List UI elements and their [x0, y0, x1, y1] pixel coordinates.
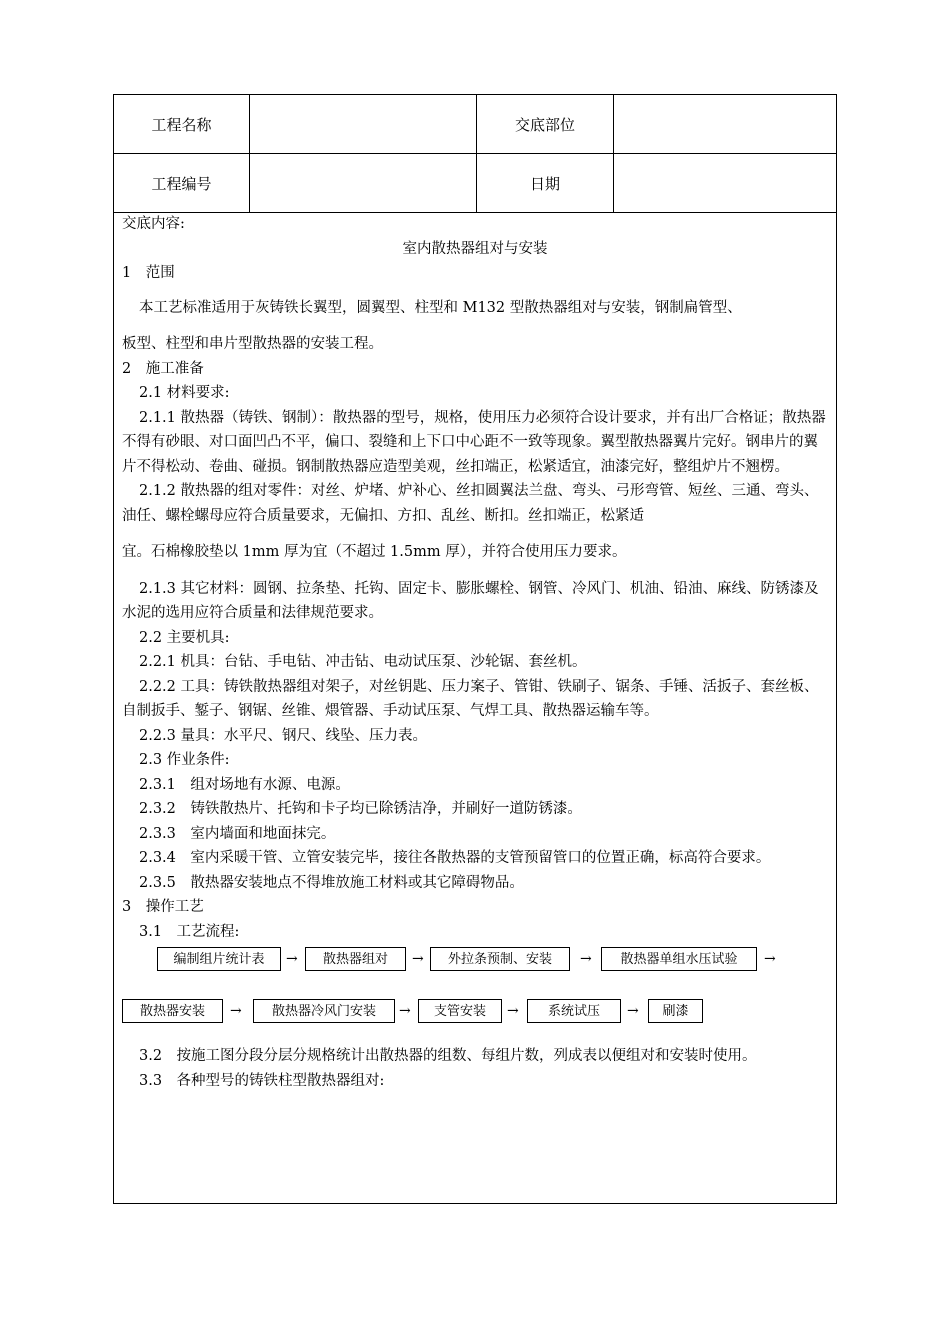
subsection-heading: 2.1 材料要求: [139, 385, 230, 401]
flow-step: 散热器安装 [122, 999, 223, 1023]
flow-arrow: → [286, 951, 298, 967]
handover-content [122, 212, 828, 1093]
paragraph: 2.3.4 室内采暖干管、立管安装完毕，接往各散热器的支管预留管口的位置正确，标高符合要求。 [139, 850, 771, 866]
paragraph: 2.1.1 散热器（铸铁、钢制）：散热器的型号，规格，使用压力必须符合设计要求，并有出厂合格证；散热器不得有砂眼、对口面凹凸不平，偏口、裂缝和上下口中心距不一致等现象。翼型散热器翼片完好。钢串片的翼片不得松动、卷曲、碰损。钢制散热器应造型美观，丝扣端正，松紧适宜，油漆完好，整组炉片不翘楞。 [122, 409, 826, 475]
paragraph: 3.2 按施工图分段分层分规格统计出散热器的组数、每组片数，列成表以便组对和安装时使用。 [139, 1048, 757, 1064]
paragraph: 板型、柱型和串片型散热器的安装工程。 [122, 336, 383, 352]
paragraph: 2.1.3 其它材料：圆钢、拉条垫、托钩、固定卡、膨胀螺栓、钢管、冷风门、机油、铅油、麻线、防锈漆及水泥的选用应符合质量和法律规范要求。 [122, 580, 819, 621]
flow-arrow: → [580, 951, 592, 967]
date-label: 日期 [477, 154, 614, 213]
subsection-heading: 2.3 作业条件: [139, 752, 230, 768]
paragraph: 2.1.2 散热器的组对零件：对丝、炉堵、炉补心、丝扣圆翼法兰盘、弯头、弓形弯管、短丝、三通、弯头、油任、螺栓螺母应符合质量要求，无偏扣、方扣、乱丝、断扣。丝扣端正，松紧适 [122, 483, 819, 524]
paragraph: 2.2.3 量具：水平尺、钢尺、线坠、压力表。 [139, 727, 428, 744]
paragraph: 3.3 各种型号的铸铁柱型散热器组对: [139, 1072, 385, 1089]
flow-step: 系统试压 [527, 999, 621, 1023]
paragraph: 宜。石棉橡胶垫以 1mm 厚为宜（不超过 1.5mm 厚），并符合使用压力要求。 [122, 544, 627, 560]
section-heading: 2 施工准备 [122, 360, 204, 377]
paragraph: 本工艺标准适用于灰铸铁长翼型，圆翼型、柱型和 M132 型散热器组对与安装，钢制扁管型、 [139, 299, 742, 316]
paragraph: 2.3.3 室内墙面和地面抹完。 [139, 825, 336, 842]
flow-step: 散热器组对 [305, 947, 406, 971]
flow-arrow: → [230, 1003, 242, 1019]
process-flow [122, 944, 828, 1036]
flow-arrow: → [627, 1003, 639, 1019]
flow-step: 刷漆 [648, 999, 703, 1023]
section-heading: 1 范围 [122, 265, 175, 281]
subsection-heading: 3.1 工艺流程: [139, 923, 240, 940]
flow-step: 散热器冷风门安装 [253, 999, 395, 1023]
flow-arrow: → [764, 951, 776, 967]
section-heading: 3 操作工艺 [122, 899, 204, 915]
content-label: 交底内容: [122, 216, 185, 232]
paragraph: 2.3.2 铸铁散热片、托钩和卡子均已除锈洁净，并刷好一道防锈漆。 [139, 801, 582, 817]
project-no-label: 工程编号 [114, 154, 250, 213]
paragraph: 2.2.1 机具：台钻、手电钻、冲击钻、电动试压泵、沙轮锯、套丝机。 [139, 654, 587, 670]
flow-step: 散热器单组水压试验 [601, 947, 757, 971]
project-name-label: 工程名称 [114, 95, 250, 154]
paragraph: 2.3.5 散热器安装地点不得堆放施工材料或其它障碍物品。 [139, 874, 524, 891]
paragraph: 2.3.1 组对场地有水源、电源。 [139, 776, 350, 793]
flow-step: 外拉条预制、安装 [430, 947, 570, 971]
flow-arrow: → [399, 1003, 411, 1019]
handover-part-label: 交底部位 [477, 95, 614, 154]
subsection-heading: 2.2 主要机具: [139, 629, 230, 646]
flow-arrow: → [412, 951, 424, 967]
content-title: 室内散热器组对与安装 [402, 240, 548, 257]
flow-arrow: → [507, 1003, 519, 1019]
paragraph: 2.2.2 工具：铸铁散热器组对架子，对丝钥匙、压力案子、管钳、铁刷子、锯条、手锤、活扳子、套丝板、自制扳手、錾子、钢锯、丝锥、煨管器、手动试压泵、气焊工具、散热器运输车等。 [122, 678, 819, 719]
flow-step: 编制组片统计表 [157, 947, 281, 971]
flow-step: 支管安装 [418, 999, 502, 1023]
